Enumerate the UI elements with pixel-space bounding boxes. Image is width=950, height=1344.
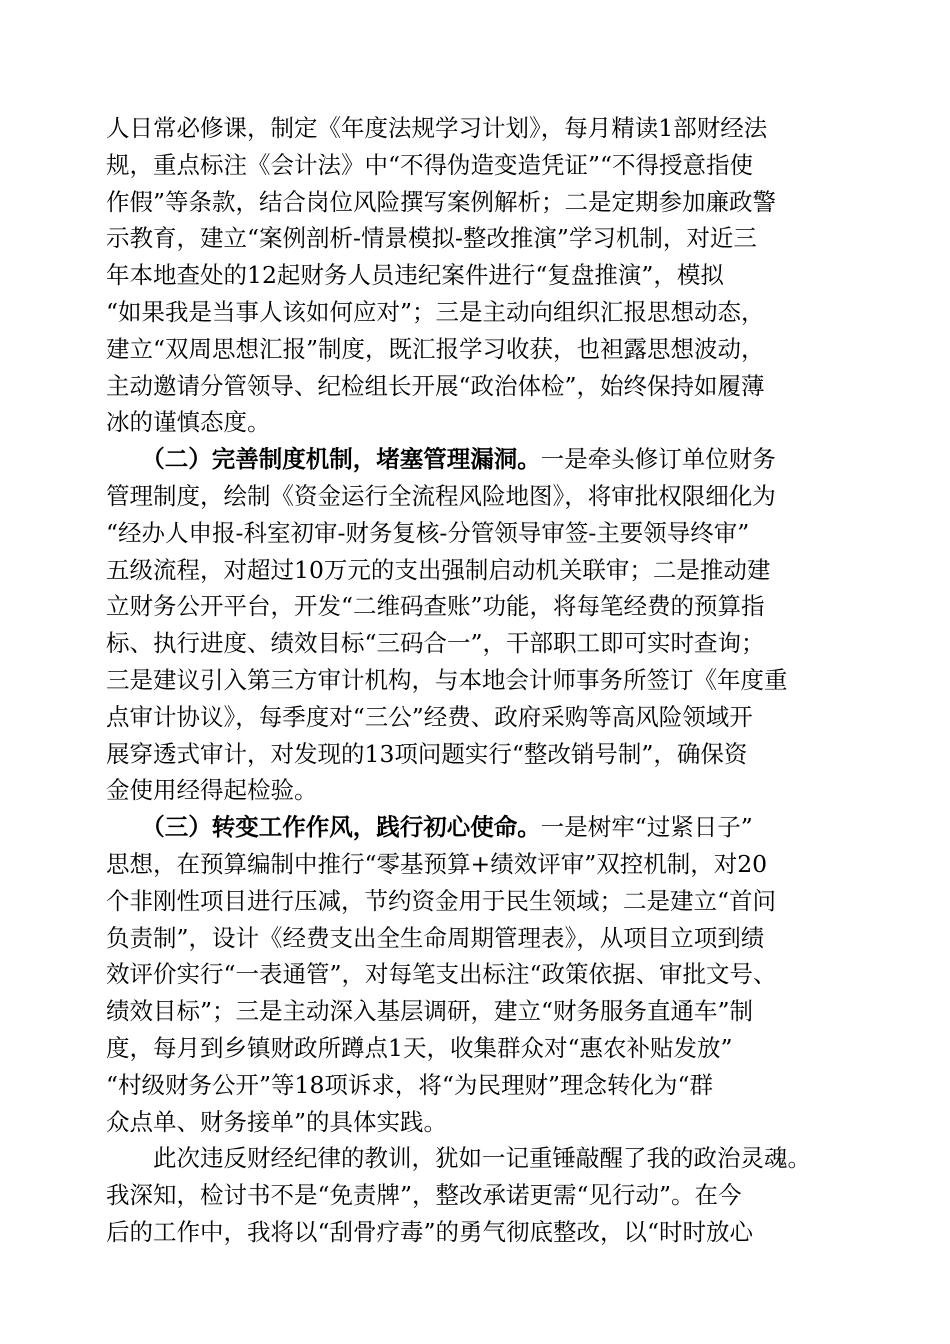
- text-line: 度，每月到乡镇财政所蹲点1天，收集群众对“惠农补贴发放”: [106, 1033, 733, 1062]
- text-line: 展穿透式审计，对发现的13项问题实行“整改销号制”，确保资: [106, 739, 748, 768]
- text-line: 标、执行进度、绩效目标“三码合一”，干部职工即可实时查询；: [106, 629, 765, 658]
- text-line: 立财务公开平台，开发“二维码查账”功能，将每笔经费的预算指: [106, 592, 765, 621]
- text-line: 此次违反财经纪律的教训，犹如一记重锤敲醒了我的政治灵魂。: [106, 1144, 811, 1173]
- text-line: 三是建议引入第三方审计机构，与本地会计师事务所签订《年度重: [106, 665, 788, 694]
- section-heading: （三）转变工作作风，践行初心使命。: [153, 813, 541, 842]
- text-line: 众点单、财务接单”的具体实践。: [106, 1107, 448, 1136]
- text-line: 绩效目标”；三是主动深入基层调研，建立“财务服务直通车”制: [106, 997, 754, 1026]
- text-line: “如果我是当事人该如何应对”；三是主动向组织汇报思想动态，: [106, 297, 765, 326]
- text-line: 规，重点标注《会计法》中“不得伪造变造凭证”“不得授意指使: [106, 150, 754, 179]
- text-line: 年本地查处的12起财务人员违纪案件进行“复盘推演”，模拟: [106, 261, 724, 290]
- text-line: 一是牵头修订单位财务: [540, 445, 776, 474]
- text-line: 建立“双周思想汇报”制度，既汇报学习收获，也袒露思想波动，: [106, 334, 765, 363]
- section-heading-line: [106, 809, 842, 846]
- text-line: 个非刚性项目进行压减，节约资金用于民生领域；二是建立“首问: [106, 886, 777, 915]
- text-line: 作假”等条款，结合岗位风险撰写案例解析；二是定期参加廉政警: [106, 187, 777, 216]
- text-line: 五级流程，对超过10万元的支出强制启动机关联审；二是推动建: [106, 555, 771, 584]
- text-line: 主动邀请分管领导、纪检组长开展“政治体检”，始终保持如履薄: [106, 371, 765, 400]
- section-heading: （二）完善制度机制，堵塞管理漏洞。: [153, 445, 541, 474]
- document-body: [106, 110, 842, 1251]
- text-line: 人日常必修课，制定《年度法规学习计划》，每月精读1部财经法: [106, 114, 768, 142]
- text-line: “经办人申报-科室初审-财务复核-分管领导审签-主要领导终审”: [106, 518, 750, 547]
- text-line: 示教育，建立“案例剖析-情景模拟-整改推演”学习机制，对近三: [106, 224, 757, 253]
- text-line: 我深知，检讨书不是“免责牌”，整改承诺更需“见行动”。在今: [106, 1181, 742, 1210]
- text-line: 管理制度，绘制《资金运行全流程风险地图》，将审批权限细化为: [106, 481, 776, 510]
- text-line: 负责制”，设计《经费支出全生命周期管理表》，从项目立项到绩: [106, 923, 765, 952]
- text-line: “村级财务公开”等18项诉求，将“为民理财”理念转化为“群: [106, 1070, 713, 1099]
- text-line: 效评价实行“一表通管”，对每笔支出标注“政策依据、审批文号、: [106, 960, 777, 989]
- section-heading-line: [106, 441, 842, 478]
- text-line: 点审计协议》，每季度对“三公”经费、政府采购等高风险领域开: [106, 702, 753, 731]
- text-line: 冰的谨慎态度。: [106, 408, 271, 437]
- text-line: 思想，在预算编制中推行“零基预算+绩效评审”双控机制，对20: [106, 849, 768, 878]
- text-line: 后的工作中，我将以“刮骨疗毒”的勇气彻底整改，以“时时放心: [106, 1217, 754, 1246]
- text-line: 一是树牢“过紧日子”: [540, 813, 753, 842]
- text-line: 金使用经得起检验。: [106, 776, 318, 805]
